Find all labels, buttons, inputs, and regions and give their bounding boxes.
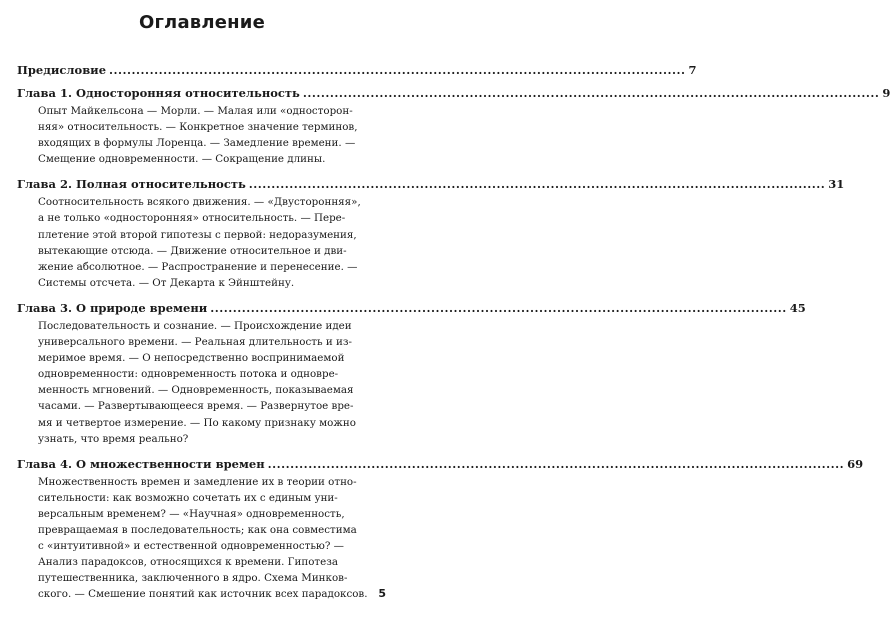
toc-heading-label: Предисловие — [17, 63, 107, 77]
toc-heading — [17, 176, 845, 192]
page-title: Оглавление — [138, 12, 266, 33]
description-line: Анализ парадоксов, относящихся к времени. Гипотеза — [38, 556, 338, 569]
description-line: сительности: как возможно сочетать их с единым уни- — [38, 491, 338, 504]
toc-heading-label: Глава 3. О природе времени — [17, 300, 208, 315]
description-line: универсального времени. — Реальная длительность и из- — [38, 336, 352, 349]
description-line: превращаемая в последовательность; как она совместима — [38, 523, 357, 536]
toc-page-number: 31 — [828, 177, 845, 192]
description-line: Опыт Майкельсона — Морли. — Малая или «односторон- — [38, 105, 353, 117]
toc-description — [38, 103, 387, 167]
toc-heading-label: Глава 2. Полная относительность — [17, 177, 246, 192]
page-number: 5 — [378, 587, 386, 600]
description-line: няя» относительность. — Конкретное значение терминов, — [38, 121, 358, 134]
toc-page-number: 45 — [789, 300, 806, 315]
toc-description — [38, 318, 387, 447]
description-line: Последовательность и сознание. — Происхождение идеи — [38, 319, 352, 332]
dot-leader: ................................................................................................................................ — [248, 177, 826, 192]
description-line: с «интуитивной» и естественной одновременностью? — — [38, 540, 344, 553]
description-line: менность мгновений. — Одновременность, показываемая — [38, 384, 354, 397]
toc-entry-preface — [17, 62, 697, 78]
toc-entry-chapter-2 — [17, 176, 845, 291]
toc-heading — [17, 456, 864, 472]
toc-heading-label: Глава 4. О множественности времен — [17, 456, 265, 471]
description-line: Системы отсчета. — От Декарта к Эйнштейну. — [38, 276, 295, 289]
toc-entry-chapter-1 — [17, 85, 890, 167]
description-line: меримое время. — О непосредственно воспринимаемой — [38, 352, 345, 365]
description-line: одновременности: одновременность потока и одновре- — [38, 368, 339, 381]
toc-heading — [17, 300, 806, 316]
description-line: путешественника, заключенного в ядро. Схема Минков- — [38, 572, 348, 585]
description-line: мя и четвертое измерение. — По какому признаку можно — [38, 416, 356, 429]
description-line: Смещение одновременности. — Сокращение длины. — [38, 153, 326, 166]
toc-entry-chapter-4 — [17, 456, 864, 603]
toc-entry-chapter-3 — [17, 300, 806, 447]
toc-page-number: 7 — [688, 63, 697, 77]
description-line: жение абсолютное. — Распространение и перенесение. — — [38, 260, 358, 273]
dot-leader: ................................................................................................................................ — [267, 456, 845, 471]
description-line: Соотносительность всякого движения. — «Двусторонняя», — [38, 196, 361, 209]
dot-leader: ................................................................................................................................ — [210, 300, 787, 315]
toc-heading — [17, 85, 890, 101]
toc-heading — [17, 62, 697, 78]
description-line: а не только «односторонняя» относительность. — Пере- — [38, 212, 346, 225]
dot-leader: ................................................................................................................................ — [109, 63, 686, 77]
description-line: плетение этой второй гипотезы с первой: недоразумения, — [38, 228, 357, 241]
description-line: часами. — Развертывающееся время. — Развернутое вре- — [38, 400, 354, 413]
description-line: входящих в формулы Лоренца. — Замедление времени. — — [38, 137, 356, 150]
toc-description — [38, 194, 387, 291]
description-line: ского. — Смешение понятий как источник всех парадоксов. — [38, 588, 368, 601]
description-line: Множественность времен и замедление их в теории отно- — [38, 475, 357, 488]
description-line: узнать, что время реально? — [38, 432, 189, 445]
toc-description — [38, 474, 387, 603]
toc-page-number: 69 — [847, 456, 864, 471]
toc-page-number: 9 — [882, 86, 890, 100]
description-line: вытекающие отсюда. — Движение относительное и дви- — [38, 244, 347, 257]
dot-leader: ................................................................................................................................ — [302, 86, 880, 100]
table-of-contents — [17, 62, 890, 602]
toc-heading-label: Глава 1. Односторонняя относительность — [17, 86, 300, 100]
description-line: версальным временем? — «Научная» одновременность, — [38, 507, 345, 520]
